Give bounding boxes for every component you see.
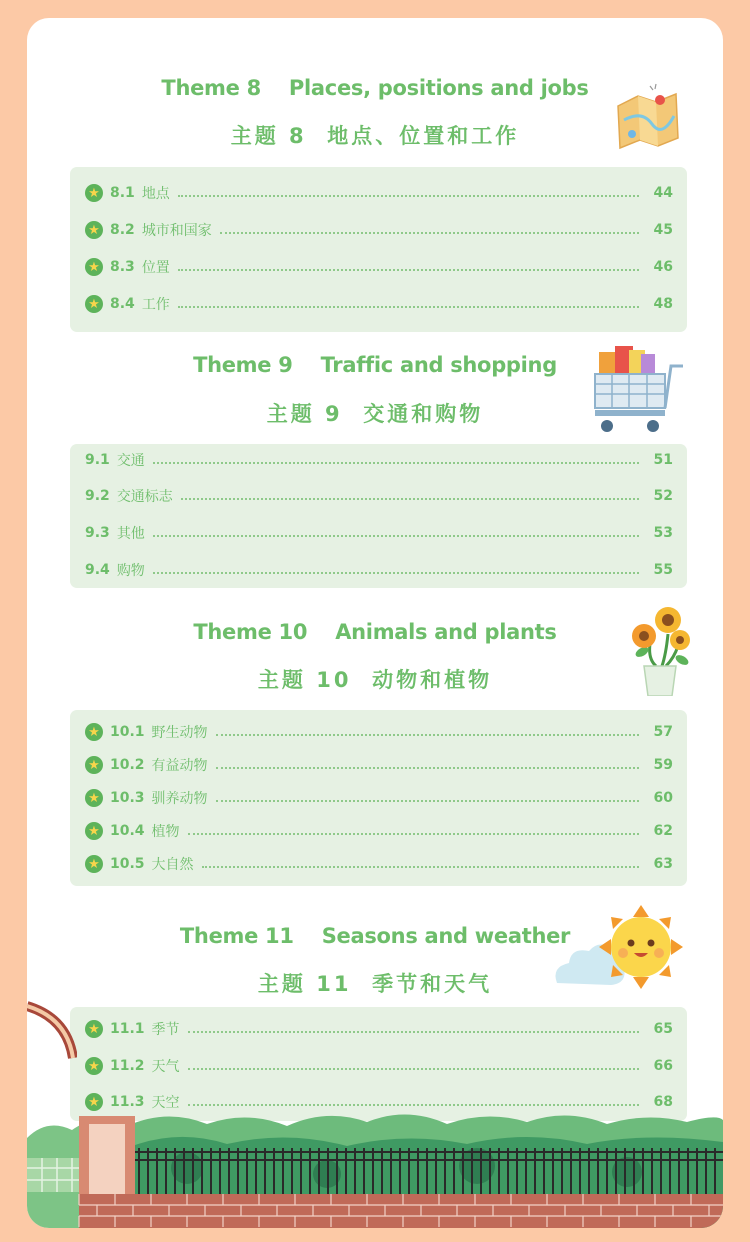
theme-10-panel <box>70 710 687 886</box>
entry-page: 44 <box>653 185 673 201</box>
toc-entry[interactable] <box>70 255 687 279</box>
entry-label: 其他 <box>116 526 145 542</box>
theme-9-panel <box>70 444 687 588</box>
toc-card <box>27 18 723 1228</box>
entry-label: 有益动物 <box>151 758 208 774</box>
toc-entry[interactable] <box>70 819 687 843</box>
entry-page: 65 <box>653 1021 673 1037</box>
entry-page: 62 <box>653 823 673 839</box>
toc-entry[interactable] <box>70 852 687 876</box>
entry-label: 购物 <box>116 563 145 579</box>
dot-leader <box>216 734 639 736</box>
arch-decoration <box>27 998 77 1078</box>
entry-page: 68 <box>653 1094 673 1110</box>
entry-label: 驯养动物 <box>151 791 208 807</box>
entry-number: 8.3 <box>110 259 135 275</box>
dot-leader <box>178 195 639 197</box>
theme-10-title-en: Theme 10 Animals and plants <box>193 620 557 644</box>
entry-page: 66 <box>653 1058 673 1074</box>
theme-9-title-zh: 主题 9 交通和购物 <box>266 402 484 426</box>
toc-entry[interactable] <box>70 1017 687 1041</box>
entry-page: 46 <box>653 259 673 275</box>
entry-page: 57 <box>653 724 673 740</box>
entry-page: 51 <box>653 452 673 468</box>
theme-11-panel <box>70 1007 687 1121</box>
entry-page: 63 <box>653 856 673 872</box>
entry-number: 11.1 <box>110 1021 145 1037</box>
star-bullet-icon: ★ <box>85 822 103 840</box>
entry-number: 9.3 <box>85 525 110 541</box>
entry-label: 城市和国家 <box>141 223 212 239</box>
dot-leader <box>188 1031 639 1033</box>
star-bullet-icon: ★ <box>85 258 103 276</box>
entry-label: 天气 <box>151 1059 180 1075</box>
dot-leader <box>153 535 639 537</box>
toc-entry[interactable] <box>70 720 687 744</box>
star-bullet-icon: ★ <box>85 1020 103 1038</box>
entry-number: 9.2 <box>85 488 110 504</box>
dot-leader <box>202 866 639 868</box>
entry-page: 60 <box>653 790 673 806</box>
theme-11-title-zh: 主题 11 季节和天气 <box>257 972 493 996</box>
dot-leader <box>181 498 639 500</box>
entry-page: 59 <box>653 757 673 773</box>
toc-entry[interactable] <box>70 448 687 472</box>
entry-number: 9.1 <box>85 452 110 468</box>
entry-label: 野生动物 <box>151 725 208 741</box>
star-bullet-icon: ★ <box>85 184 103 202</box>
dot-leader <box>216 767 639 769</box>
entry-number: 8.4 <box>110 296 135 312</box>
sun-cloud-icon <box>549 903 691 993</box>
entry-number: 8.2 <box>110 222 135 238</box>
entry-label: 大自然 <box>151 857 194 873</box>
entry-number: 10.2 <box>110 757 145 773</box>
dot-leader <box>153 462 639 464</box>
theme-8-title-zh: 主题 8 地点、位置和工作 <box>230 124 520 148</box>
entry-number: 10.1 <box>110 724 145 740</box>
entry-page: 48 <box>653 296 673 312</box>
star-bullet-icon: ★ <box>85 221 103 239</box>
fence-scene-illustration <box>27 1108 723 1228</box>
dot-leader <box>188 833 639 835</box>
toc-entry[interactable] <box>70 558 687 582</box>
toc-entry[interactable] <box>70 218 687 242</box>
entry-number: 10.5 <box>110 856 145 872</box>
entry-label: 植物 <box>151 824 180 840</box>
dot-leader <box>178 306 639 308</box>
toc-entry[interactable] <box>70 753 687 777</box>
toc-entry[interactable] <box>70 292 687 316</box>
entry-label: 位置 <box>141 260 170 276</box>
dot-leader <box>188 1104 639 1106</box>
entry-label: 工作 <box>141 297 170 313</box>
entry-page: 55 <box>653 562 673 578</box>
toc-entry[interactable] <box>70 484 687 508</box>
entry-label: 交通标志 <box>116 489 173 505</box>
entry-number: 8.1 <box>110 185 135 201</box>
star-bullet-icon: ★ <box>85 789 103 807</box>
entry-label: 交通 <box>116 453 145 469</box>
theme-8-panel <box>70 167 687 332</box>
star-bullet-icon: ★ <box>85 855 103 873</box>
dot-leader <box>220 232 639 234</box>
star-bullet-icon: ★ <box>85 295 103 313</box>
entry-page: 53 <box>653 525 673 541</box>
entry-number: 11.2 <box>110 1058 145 1074</box>
toc-entry[interactable] <box>70 786 687 810</box>
star-bullet-icon: ★ <box>85 1093 103 1111</box>
star-bullet-icon: ★ <box>85 756 103 774</box>
entry-label: 天空 <box>151 1095 180 1111</box>
theme-8-title-en: Theme 8 Places, positions and jobs <box>161 76 589 100</box>
entry-number: 11.3 <box>110 1094 145 1110</box>
map-icon <box>612 80 682 154</box>
dot-leader <box>216 800 639 802</box>
entry-page: 45 <box>653 222 673 238</box>
toc-entry[interactable] <box>70 1054 687 1078</box>
star-bullet-icon: ★ <box>85 723 103 741</box>
theme-11-title-en: Theme 11 Seasons and weather <box>179 924 571 948</box>
entry-page: 52 <box>653 488 673 504</box>
entry-number: 10.4 <box>110 823 145 839</box>
star-bullet-icon: ★ <box>85 1057 103 1075</box>
theme-10-title-zh: 主题 10 动物和植物 <box>257 668 493 692</box>
sunflower-pot-icon <box>628 604 692 696</box>
toc-entry[interactable] <box>70 181 687 205</box>
theme-9-title-en: Theme 9 Traffic and shopping <box>193 353 557 377</box>
toc-entry[interactable] <box>70 521 687 545</box>
entry-label: 地点 <box>141 186 170 202</box>
shopping-cart-icon <box>587 344 687 436</box>
dot-leader <box>188 1068 639 1070</box>
entry-label: 季节 <box>151 1022 180 1038</box>
entry-number: 10.3 <box>110 790 145 806</box>
dot-leader <box>178 269 639 271</box>
dot-leader <box>153 572 639 574</box>
entry-number: 9.4 <box>85 562 110 578</box>
